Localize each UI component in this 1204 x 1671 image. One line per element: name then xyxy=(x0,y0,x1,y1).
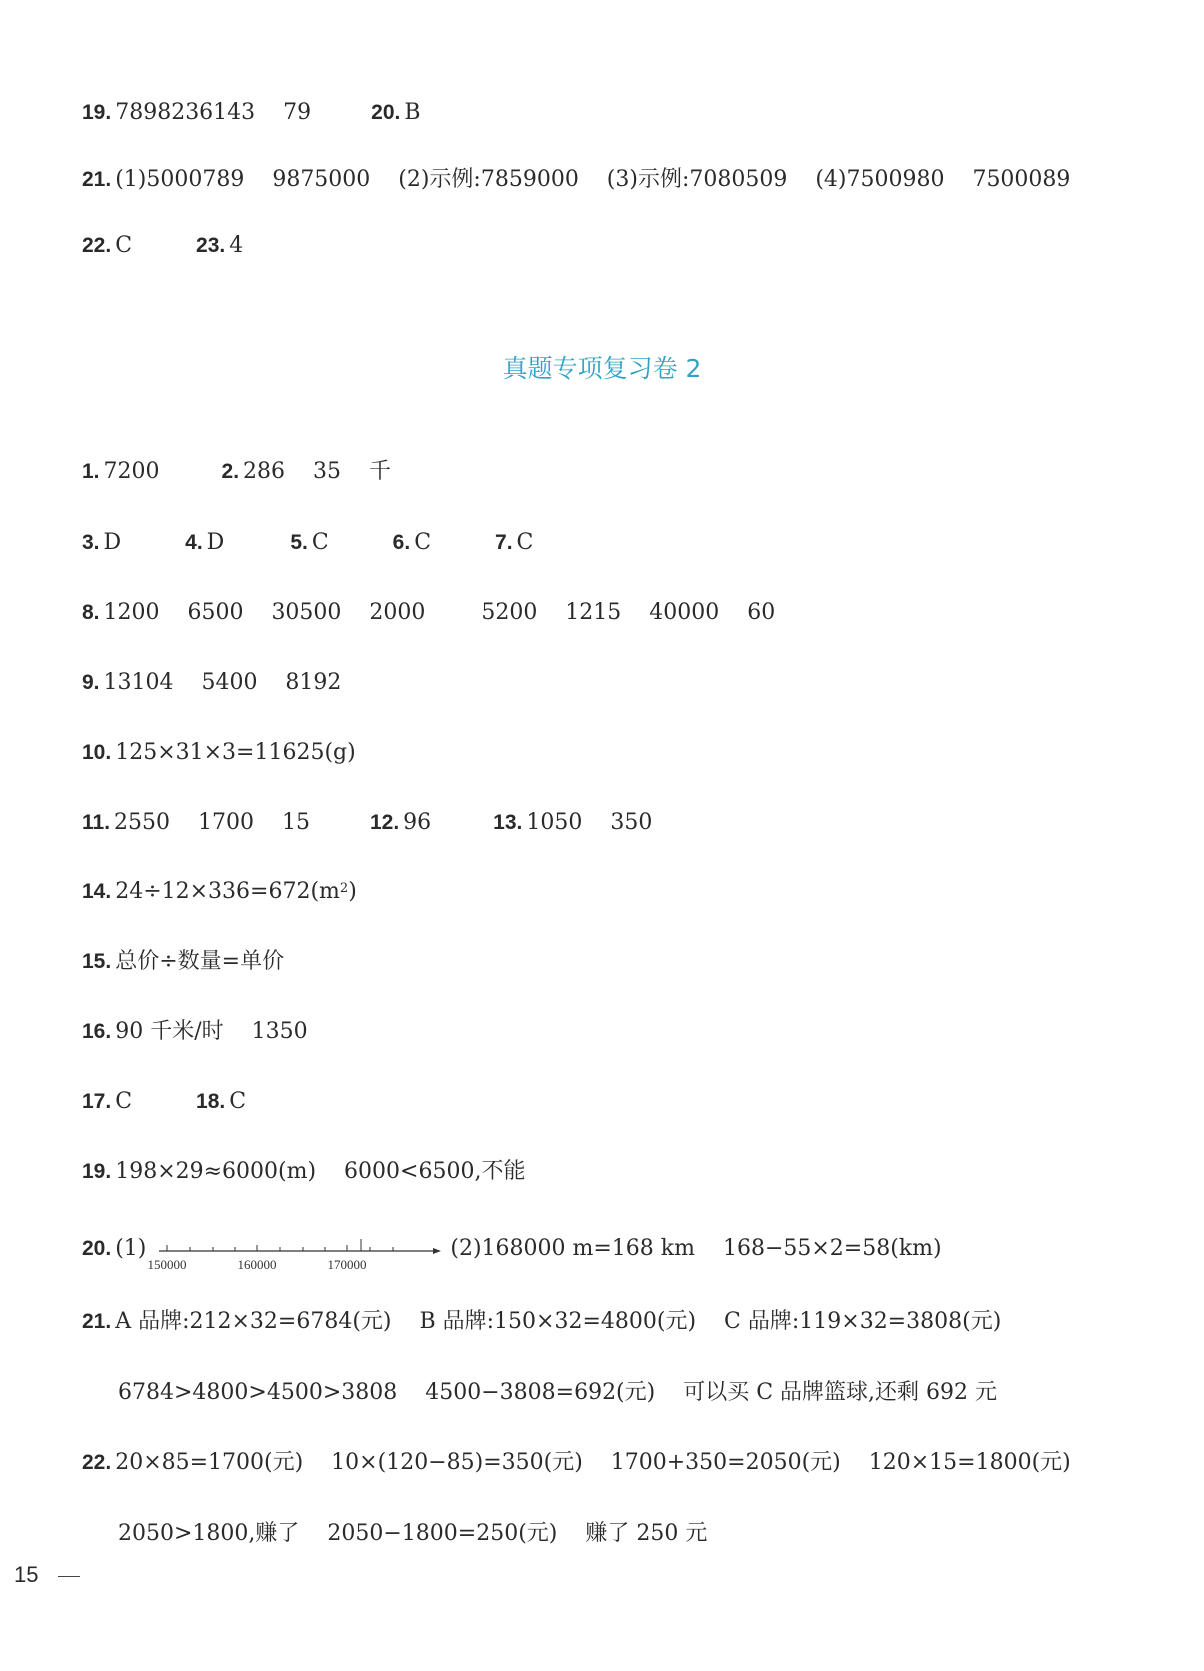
section-title: 真题专项复习卷 2 xyxy=(502,354,702,383)
answer-line-prev-21 xyxy=(82,165,1070,195)
answer-line-prev-22-23 xyxy=(82,231,243,261)
answer-text: C xyxy=(311,530,329,555)
number-line-arrow xyxy=(433,1248,441,1254)
answer-text: C xyxy=(115,1089,133,1114)
answer-line-9 xyxy=(82,668,341,698)
answer-line-prev-19-20 xyxy=(82,98,421,128)
question-number: 18. xyxy=(196,1090,226,1113)
question-number: 23. xyxy=(196,234,226,257)
axis-label-150000: 150000 xyxy=(147,1257,187,1272)
answer-line-3-7 xyxy=(82,528,533,558)
answer-line-1-2 xyxy=(82,457,391,487)
question-number: 22. xyxy=(82,1451,112,1474)
answer-text: 198×29≈6000(m) 6000<6500,不能 xyxy=(115,1159,526,1184)
answer-line-21-cont xyxy=(118,1378,997,1408)
question-number: 16. xyxy=(82,1020,112,1043)
answer-line-22 xyxy=(82,1448,1071,1478)
answer-text: 13104 5400 8192 xyxy=(103,670,342,695)
answer-line-19 xyxy=(82,1157,525,1187)
answer-line-14 xyxy=(82,877,357,907)
answer-text-part1: (1) xyxy=(115,1236,147,1261)
answer-text: 7200 xyxy=(103,459,160,484)
answer-text: 2550 1700 15 xyxy=(114,810,310,835)
question-number: 1. xyxy=(82,460,100,483)
question-number: 9. xyxy=(82,671,100,694)
answer-line-15 xyxy=(82,947,284,977)
question-number: 7. xyxy=(495,531,513,554)
question-number: 2. xyxy=(221,460,240,483)
answer-line-11-13 xyxy=(82,808,652,838)
answer-line-20 xyxy=(82,1227,942,1272)
answer-line-10 xyxy=(82,738,356,768)
question-number: 4. xyxy=(185,531,203,554)
answer-text: 125×31×3=11625(g) xyxy=(115,740,356,765)
axis-label-170000: 170000 xyxy=(327,1257,367,1272)
page-number: 15 xyxy=(14,1562,39,1587)
answer-text: D xyxy=(206,530,225,555)
question-number: 5. xyxy=(290,531,308,554)
question-number: 8. xyxy=(82,601,100,624)
question-number: 17. xyxy=(82,1090,112,1113)
question-number: 21. xyxy=(82,1310,112,1333)
superscript: 2 xyxy=(339,881,349,896)
answer-line-8 xyxy=(82,598,775,628)
answer-text: (1)5000789 9875000 (2)示例:7859000 (3)示例:7080509 (4)7500980 7500089 xyxy=(115,167,1071,192)
answer-text-end: ) xyxy=(348,879,357,904)
answer-text: 4 xyxy=(229,233,244,258)
answer-text: 90 千米/时 1350 xyxy=(115,1019,308,1044)
answer-text-part2: (2)168000 m=168 km 168−55×2=58(km) xyxy=(450,1236,942,1261)
question-number: 19. xyxy=(82,101,112,124)
question-number: 14. xyxy=(82,880,112,903)
question-number: 10. xyxy=(82,741,112,764)
answer-text: C xyxy=(516,530,534,555)
answer-text: 286 35 千 xyxy=(243,459,391,484)
answer-text: D xyxy=(103,530,122,555)
question-number: 15. xyxy=(82,950,112,973)
question-number: 20. xyxy=(371,101,401,124)
axis-label-160000: 160000 xyxy=(237,1257,277,1272)
answer-text: 1050 350 xyxy=(526,810,653,835)
answer-text: C xyxy=(115,233,133,258)
answer-line-22-cont xyxy=(118,1519,707,1549)
answer-text: C xyxy=(229,1089,247,1114)
question-number: 19. xyxy=(82,1160,112,1183)
question-number: 11. xyxy=(82,811,111,834)
number-line-diagram xyxy=(147,1233,443,1277)
question-number: 3. xyxy=(82,531,100,554)
answer-text: B xyxy=(404,100,421,125)
answer-text: 1200 6500 30500 2000 5200 1215 40000 60 xyxy=(103,600,776,625)
answer-text-line2: 2050>1800,赚了 2050−1800=250(元) 赚了 250 元 xyxy=(118,1521,708,1546)
answer-text: 24÷12×336=672(m xyxy=(115,879,340,904)
answer-text-line1: 20×85=1700(元) 10×(120−85)=350(元) 1700+350=2050(元) 120×15=1800(元) xyxy=(115,1450,1071,1475)
question-number: 13. xyxy=(493,811,523,834)
answer-line-16 xyxy=(82,1017,308,1047)
answer-text-line1: A 品牌:212×32=6784(元) B 品牌:150×32=4800(元) C 品牌:119×32=3808(元) xyxy=(115,1309,1002,1334)
answer-text: C xyxy=(414,530,432,555)
question-number: 22. xyxy=(82,234,112,257)
answer-text: 96 xyxy=(403,810,432,835)
answer-text: 总价÷数量=单价 xyxy=(115,949,285,974)
answer-text: 7898236143 79 xyxy=(115,100,312,125)
question-number: 21. xyxy=(82,168,112,191)
question-number: 20. xyxy=(82,1237,112,1260)
page-number-dash xyxy=(58,1576,80,1577)
answer-line-21 xyxy=(82,1307,1001,1337)
answer-text-line2: 6784>4800>4500>3808 4500−3808=692(元) 可以买 C 品牌篮球,还剩 692 元 xyxy=(118,1380,997,1405)
answer-line-17-18 xyxy=(82,1087,246,1117)
question-number: 6. xyxy=(392,531,411,554)
question-number: 12. xyxy=(369,811,400,834)
